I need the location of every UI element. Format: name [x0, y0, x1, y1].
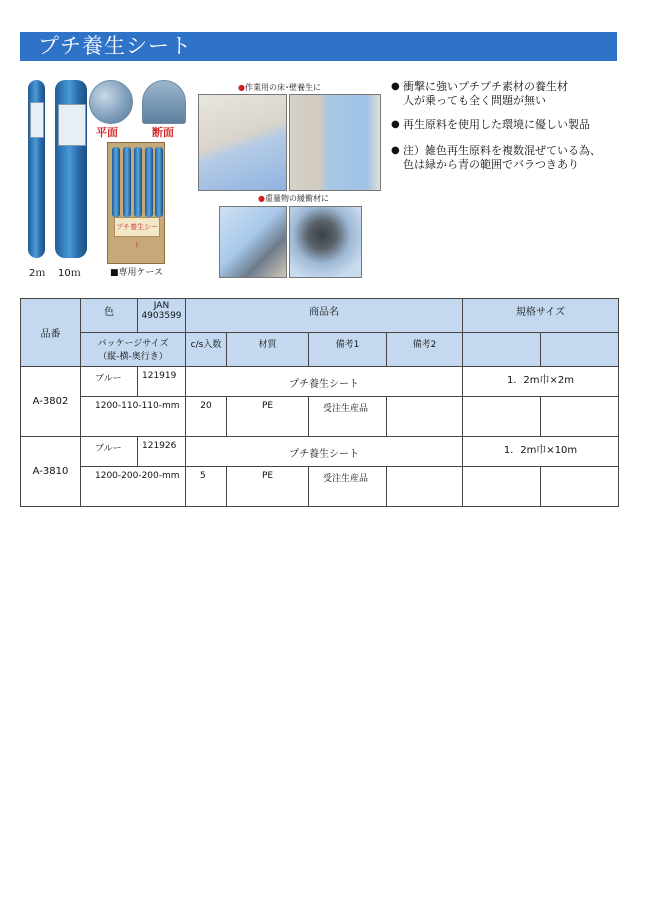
- feature-item: ● 衝撃に強いプチプチ素材の養生材 人が乗っても全く問題が無い: [391, 80, 631, 108]
- note1-cell: 受注生産品: [309, 397, 387, 437]
- table-row: [21, 437, 619, 467]
- product-name-cell: プチ養生シート: [186, 437, 463, 467]
- case-image: [107, 142, 165, 264]
- note2-cell: [387, 467, 463, 507]
- part-no-cell: A-3802: [21, 367, 81, 437]
- note1-cell: 受注生産品: [309, 467, 387, 507]
- cross-section-image: [142, 80, 186, 124]
- header-cs-qty: c/s入数: [186, 333, 227, 367]
- feature-item: ● 再生原料を使用した環境に優しい製品: [391, 118, 631, 132]
- roll-2m-label: 2ｍ: [29, 268, 46, 279]
- spec-table: [20, 298, 619, 507]
- case-caption: ■専用ケース: [110, 268, 164, 278]
- roll-2m-image: [28, 80, 45, 258]
- empty-cell: [541, 397, 619, 437]
- color-cell: ブルー: [81, 367, 138, 397]
- roll-10m-label: 10ｍ: [58, 268, 81, 279]
- heavy-object-photo-2: [289, 206, 362, 278]
- flat-tag: 平面: [96, 126, 118, 139]
- section-tag: 断面: [152, 126, 174, 139]
- roll-10m-image: [55, 80, 87, 258]
- floor-wall-caption: ●作業用の床･壁養生に: [238, 83, 321, 92]
- jan-cell: 121919: [138, 367, 186, 397]
- header-material: 材質: [227, 333, 309, 367]
- floor-protection-photo: [198, 94, 287, 191]
- header-blank: [541, 333, 619, 367]
- empty-cell: [541, 467, 619, 507]
- product-photo-area: [20, 76, 382, 281]
- feature-item: ● 注）雑色再生原料を複数混ぜている為、 色は緑から青の範囲でバラつきあり: [391, 144, 631, 172]
- header-note1: 備考1: [309, 333, 387, 367]
- cs-qty-cell: 20: [186, 397, 227, 437]
- header-spec-size: 規格サイズ: [463, 299, 619, 333]
- cs-qty-cell: 5: [186, 467, 227, 507]
- empty-cell: [463, 397, 541, 437]
- spec-size-cell: 1．2m巾×2m: [463, 367, 619, 397]
- product-name-cell: プチ養生シート: [186, 367, 463, 397]
- note2-cell: [387, 397, 463, 437]
- material-cell: PE: [227, 467, 309, 507]
- header-jan: JAN 4903599: [138, 299, 186, 333]
- header-note2: 備考2: [387, 333, 463, 367]
- empty-cell: [463, 467, 541, 507]
- table-row: [21, 367, 619, 397]
- header-product-name: 商品名: [186, 299, 463, 333]
- spec-size-cell: 1．2m巾×10m: [463, 437, 619, 467]
- flat-surface-image: [89, 80, 133, 124]
- header-color: 色: [81, 299, 138, 333]
- header-part-no: 品番: [21, 299, 81, 367]
- case-sheet-label: プチ養生シート: [114, 217, 160, 237]
- package-size-cell: 1200-110-110-mm: [81, 397, 186, 437]
- feature-list: [391, 80, 631, 180]
- jan-cell: 121926: [138, 437, 186, 467]
- part-no-cell: A-3810: [21, 437, 81, 507]
- material-cell: PE: [227, 397, 309, 437]
- header-package-size: パッケージサイズ （縦-横-奥行き）: [81, 333, 186, 367]
- color-cell: ブルー: [81, 437, 138, 467]
- wall-protection-photo: [289, 94, 381, 191]
- heavy-object-caption: ●重量物の緩衝材に: [258, 194, 329, 203]
- header-blank: [463, 333, 541, 367]
- page-title: プチ養生シート: [20, 32, 617, 61]
- package-size-cell: 1200-200-200-mm: [81, 467, 186, 507]
- heavy-object-photo-1: [219, 206, 287, 278]
